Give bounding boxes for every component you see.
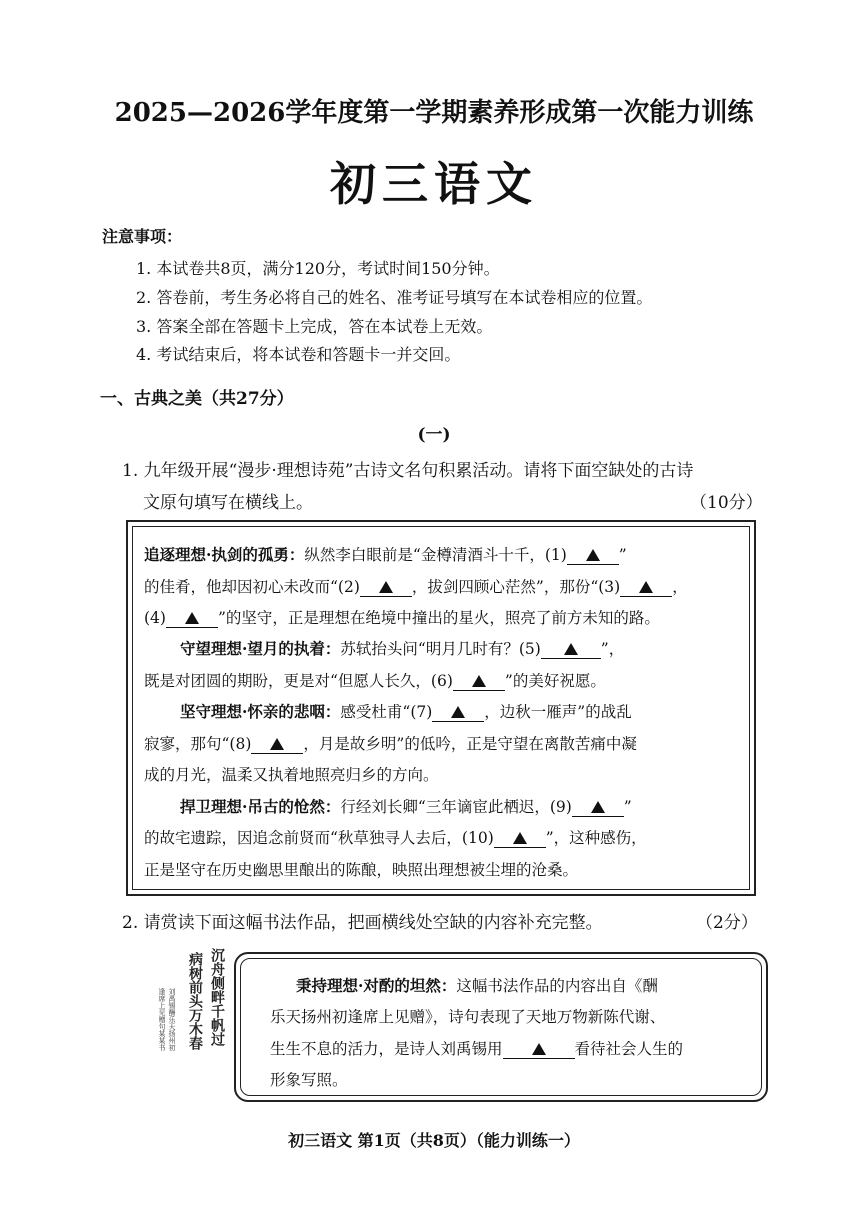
question-2-score: （2分） <box>696 913 758 933</box>
exam-header-title: 2025—2026学年度第一学期素养形成第一次能力训练 <box>114 98 754 128</box>
text: 生生不息的活力，是诗人刘禹锡用 <box>270 1040 503 1058</box>
notice-item-2: 2. 答卷前，考生务必将自己的姓名、准考证号填写在本试卷相应的位置。 <box>136 288 653 307</box>
blank-8[interactable] <box>251 735 303 754</box>
page-footer: 初三语文 第1页（共8页）（能力训练一） <box>288 1131 580 1150</box>
paragraph-2-heading: 守望理想·望月的执着： <box>180 639 341 658</box>
calligraphy-image <box>148 948 228 1100</box>
text: ，边秋一雁声”的战乱 <box>484 703 632 721</box>
box1-line-9 <box>180 795 632 817</box>
box2-line-1 <box>296 974 658 996</box>
text: 既是对团圆的期盼，更是对“但愿人长久，(6) <box>144 672 453 690</box>
box2-heading: 秉持理想·对酌的坦然： <box>296 976 457 995</box>
triangle-icon <box>451 706 465 718</box>
text: ，拔剑四顾心茫然”，那份“(3) <box>411 578 621 596</box>
box1-line-6 <box>180 700 632 722</box>
blank-3[interactable] <box>620 578 672 597</box>
text: 苏轼抬头问“明月几时有？(5) <box>340 640 541 658</box>
paragraph-1-heading: 追逐理想·执剑的孤勇： <box>144 545 305 564</box>
text: (4) <box>144 609 166 627</box>
part-title: (一) <box>417 425 451 445</box>
triangle-icon <box>472 675 486 687</box>
paragraph-3-heading: 坚守理想·怀亲的悲咽： <box>180 702 341 721</box>
text: 感受杜甫“(7) <box>340 703 433 721</box>
calligraphy-column-2: 病树前头万木春 <box>187 952 203 1050</box>
text: 的故宅遗踪，因追念前贤而“秋草独寻人去后，(10) <box>144 829 494 847</box>
box1-line-5 <box>144 669 606 691</box>
subject-title: 初三语文 <box>330 157 538 211</box>
box1-line-7 <box>144 732 637 754</box>
box1-line-10 <box>144 826 647 848</box>
box1-line-8: 成的月光，温柔又执着地照亮归乡的方向。 <box>144 766 439 784</box>
box1-line-4 <box>180 637 624 659</box>
text: 纵然李白眼前是“金樽清酒斗十千，(1) <box>304 546 567 564</box>
notice-item-3: 3. 答案全部在答题卡上完成，答在本试卷上无效。 <box>136 317 493 336</box>
text: ， <box>672 578 688 596</box>
question-1-line-1: 1. 九年级开展“漫步·理想诗苑”古诗文名句积累活动。请将下面空缺处的古诗 <box>122 461 694 481</box>
text: 的佳肴，他却因初心未改而“(2) <box>144 578 360 596</box>
triangle-icon <box>185 612 199 624</box>
blank-6[interactable] <box>453 672 505 691</box>
triangle-icon <box>586 549 600 561</box>
question-2-line: 2. 请赏读下面这幅书法作品，把画横线处空缺的内容补充完整。 <box>122 913 603 933</box>
text: 这幅书法作品的内容出自《酬 <box>456 977 658 995</box>
triangle-icon <box>639 581 653 593</box>
blank-11[interactable] <box>503 1040 575 1059</box>
blank-4[interactable] <box>166 609 218 628</box>
triangle-icon <box>513 832 527 844</box>
box1-line-2 <box>144 575 688 597</box>
text: ”， <box>600 640 625 658</box>
blank-9[interactable] <box>572 798 624 817</box>
triangle-icon <box>591 801 605 813</box>
box1-line-11: 正是坚守在历史幽思里酿出的陈酿，映照出理想被尘埋的沧桑。 <box>144 861 579 879</box>
text: 看待社会人生的 <box>574 1040 684 1058</box>
notice-title: 注意事项： <box>102 227 183 246</box>
box1-line-1 <box>144 543 627 565</box>
calligraphy-inscription-1: 刘禹锡酬乐天扬州初 <box>168 988 176 1051</box>
triangle-icon <box>270 738 284 750</box>
box1-line-3 <box>144 606 660 628</box>
text: ” <box>623 798 632 816</box>
paragraph-4-heading: 捍卫理想·吊古的怆然： <box>180 797 341 816</box>
blank-5[interactable] <box>541 640 601 659</box>
text: ”，这种感伤， <box>545 829 647 847</box>
triangle-icon <box>532 1043 546 1055</box>
question-1-score: （10分） <box>690 493 763 513</box>
question-1-line-2: 文原句填写在横线上。 <box>143 493 313 513</box>
blank-2[interactable] <box>360 578 412 597</box>
notice-item-4: 4. 考试结束后，将本试卷和答题卡一并交回。 <box>136 345 461 364</box>
text: ”的美好祝愿。 <box>504 672 606 690</box>
text: ” <box>618 546 627 564</box>
notice-item-1: 1. 本试卷共8页，满分120分，考试时间150分钟。 <box>136 259 500 278</box>
calligraphy-column-1: 沉舟侧畔千帆过 <box>209 948 225 1046</box>
blank-7[interactable] <box>432 703 484 722</box>
blank-1[interactable] <box>567 546 619 565</box>
box2-line-4: 形象写照。 <box>270 1071 348 1089</box>
text: ”的坚守，正是理想在绝境中撞出的星火，照亮了前方未知的路。 <box>217 609 660 627</box>
blank-10[interactable] <box>494 829 546 848</box>
triangle-icon <box>564 643 578 655</box>
text: 寂寥，那句“(8) <box>144 735 252 753</box>
section-title: 一、古典之美（共27分） <box>100 389 294 409</box>
triangle-icon <box>379 581 393 593</box>
calligraphy-inscription-2: 逢席上见赠句某某书 <box>158 988 166 1051</box>
box2-line-2: 乐天扬州初逢席上见赠》，诗句表现了天地万物新陈代谢、 <box>270 1008 666 1026</box>
box2-line-3 <box>270 1037 683 1059</box>
text: ，月是故乡明”的低吟，正是守望在离散苦痛中凝 <box>303 735 637 753</box>
text: 行经刘长卿“三年谪宦此栖迟，(9) <box>340 798 572 816</box>
